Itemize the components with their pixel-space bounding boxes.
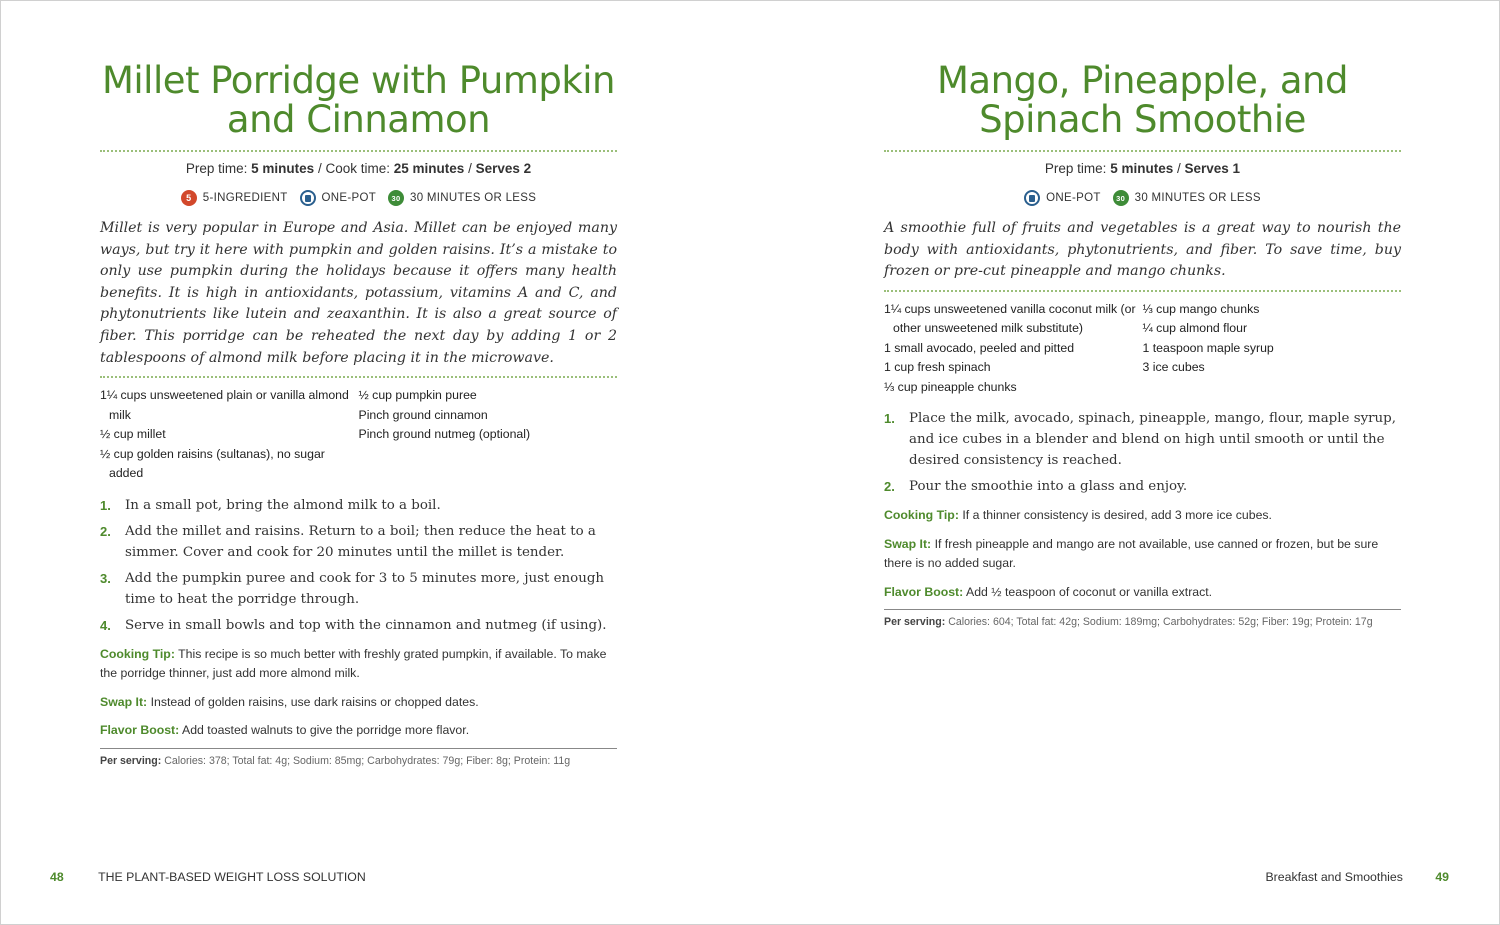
step-number: 3.: [100, 570, 111, 586]
cooking-tip-label: Cooking Tip:: [884, 508, 959, 523]
flavor-boost-label: Flavor Boost:: [100, 723, 180, 738]
ingredient-item: Pinch ground cinnamon: [358, 407, 488, 422]
flavor-boost-text: Add ½ teaspoon of coconut or vanilla extract.: [966, 584, 1213, 599]
badge-label: 30 MINUTES OR LESS: [410, 192, 537, 204]
cook-label: Cook time:: [325, 161, 390, 176]
step-number: 1.: [100, 497, 111, 513]
recipe-intro: A smoothie full of fruits and vegetables is a great way to nourish the body with antioxidants, phytonutrients, and fiber. To save time, buy frozen or pre-cut pineapple and mango chunks.: [884, 220, 1401, 280]
page-number: 48: [50, 870, 64, 884]
badge-one-pot: [300, 190, 377, 206]
ingredient-item: ½ cup millet: [100, 427, 166, 442]
flavor-boost: [100, 721, 617, 741]
cooking-tip: [100, 645, 617, 684]
title-line: Millet Porridge with Pumpkin: [101, 59, 616, 102]
ingredient-item: 1 cup fresh spinach: [884, 360, 991, 375]
step-number: 2.: [884, 479, 895, 495]
step-text: In a small pot, bring the almond milk to a boil.: [125, 497, 441, 513]
nutrition-divider: [884, 609, 1401, 610]
step-item: [100, 568, 617, 610]
recipe-title: [100, 61, 617, 139]
ingredient-item: ¼ cup almond flour: [1142, 321, 1248, 336]
badge-label: ONE-POT: [321, 192, 377, 204]
prep-value: 5 minutes: [251, 161, 315, 176]
nutrition-label: Per serving:: [100, 754, 162, 767]
recipe-steps: [100, 495, 617, 636]
right-page: [884, 1, 1401, 628]
ingredient-item: ⅓ cup mango chunks: [1142, 301, 1260, 316]
separator: /: [1177, 161, 1185, 176]
ingredient-item: 1¼ cups unsweetened vanilla coconut milk (or other unsweetened milk substitute): [884, 301, 1136, 336]
badge-thirty-minutes: [388, 190, 536, 206]
separator: /: [468, 161, 476, 176]
serves-value: Serves 1: [1184, 161, 1241, 176]
thirty-minutes-icon: 30: [388, 190, 404, 206]
swap-text: If fresh pineapple and mango are not available, use canned or frozen, but be sure there is no added sugar.: [884, 536, 1379, 571]
cooking-tip-text: This recipe is so much better with freshly grated pumpkin, if available. To make the porridge thinner, just add more almond milk.: [100, 646, 607, 681]
step-item: [100, 495, 617, 516]
badge-label: ONE-POT: [1046, 192, 1101, 204]
step-number: 1.: [884, 411, 895, 427]
ingredient-item: 1¼ cups unsweetened plain or vanilla almond milk: [100, 388, 349, 422]
dotted-divider: [884, 290, 1401, 292]
ingredients-column: [359, 386, 618, 484]
title-line: Spinach Smoothie: [979, 98, 1306, 141]
swap-text: Instead of golden raisins, use dark raisins or chopped dates.: [150, 694, 479, 709]
step-text: Place the milk, avocado, spinach, pineapple, mango, flour, maple syrup, and ice cubes in a blender and blend on high until smooth or until the desired consistency is reached.: [909, 411, 1397, 469]
ingredient-item: 1 small avocado, peeled and pitted: [884, 340, 1075, 355]
flavor-boost: [884, 583, 1401, 603]
step-text: Pour the smoothie into a glass and enjoy.: [909, 479, 1188, 495]
recipe-badges: [884, 190, 1401, 206]
recipe-intro: Millet is very popular in Europe and Asia. Millet can be enjoyed many ways, but try it here with pumpkin and golden raisins. It’s a mistake to only use pumpkin during the holidays because it offers many health benefits. It is high in antioxidants, potassium, vitamins A and C, and phytonutrients like lutein and zeaxanthin. It is also a great source of fiber. This porridge can be reheated the next day by adding 1 or 2 tablespoons of almond milk before placing it in the microwave.: [100, 220, 617, 366]
step-text: Serve in small bowls and top with the cinnamon and nutmeg (if using).: [125, 617, 607, 633]
five-ingredient-icon: 5: [181, 190, 197, 206]
one-pot-icon: [300, 190, 316, 206]
left-footer: [50, 870, 366, 884]
one-pot-icon: [1024, 190, 1040, 206]
step-number: 4.: [100, 617, 111, 633]
badge-label: 30 MINUTES OR LESS: [1134, 192, 1261, 204]
ingredient-item: 3 ice cubes: [1142, 360, 1205, 375]
nutrition-info: [884, 616, 1401, 628]
right-footer: [1265, 870, 1449, 884]
running-head: THE PLANT-BASED WEIGHT LOSS SOLUTION: [98, 870, 366, 884]
recipe-meta: [100, 161, 617, 176]
nutrition-values: Calories: 604; Total fat: 42g; Sodium: 189mg; Carbohydrates: 52g; Fiber: 19g; Protein: 17g: [948, 616, 1373, 629]
ingredient-item: Pinch ground nutmeg (optional): [358, 427, 531, 442]
swap-label: Swap It:: [884, 536, 932, 551]
ingredient-item: ½ cup pumpkin puree: [358, 388, 477, 403]
page-number: 49: [1435, 870, 1449, 884]
dotted-divider: [100, 150, 617, 152]
flavor-boost-text: Add toasted walnuts to give the porridge more flavor.: [182, 723, 470, 738]
step-item: [100, 615, 617, 636]
ingredients-list: [100, 386, 617, 484]
step-text: Add the millet and raisins. Return to a boil; then reduce the heat to a simmer. Cover and cook for 20 minutes until the millet is tender.: [125, 523, 596, 560]
ingredient-item: ½ cup golden raisins (sultanas), no sugar added: [100, 446, 325, 481]
recipe-meta: [884, 161, 1401, 176]
prep-value: 5 minutes: [1110, 161, 1174, 176]
badge-thirty-minutes: [1113, 190, 1261, 206]
step-item: [884, 408, 1401, 471]
cooking-tip-text: If a thinner consistency is desired, add 3 more ice cubes.: [962, 508, 1272, 523]
step-number: 2.: [100, 523, 111, 539]
ingredients-column: [100, 386, 359, 484]
swap-label: Swap It:: [100, 694, 148, 709]
swap-tip: [100, 693, 617, 713]
badge-label: 5-INGREDIENT: [202, 192, 288, 204]
title-line: and Cinnamon: [226, 98, 491, 141]
cook-value: 25 minutes: [393, 161, 465, 176]
nutrition-info: [100, 755, 617, 767]
swap-tip: [884, 535, 1401, 574]
ingredients-column: [1143, 300, 1402, 398]
dotted-divider: [100, 376, 617, 378]
running-head: Breakfast and Smoothies: [1265, 870, 1403, 884]
left-page: [100, 1, 617, 767]
step-text: Add the pumpkin puree and cook for 3 to 5 minutes more, just enough time to heat the porridge through.: [125, 570, 605, 607]
ingredients-list: [884, 300, 1401, 398]
nutrition-values: Calories: 378; Total fat: 4g; Sodium: 85mg; Carbohydrates: 79g; Fiber: 8g; Protein: 11g: [164, 754, 571, 767]
step-item: [100, 521, 617, 563]
badge-five-ingredient: [181, 190, 288, 206]
title-line: Mango, Pineapple, and: [936, 59, 1348, 102]
cooking-tip-label: Cooking Tip:: [100, 646, 175, 661]
step-item: [884, 476, 1401, 497]
cooking-tip: [884, 506, 1401, 526]
thirty-minutes-icon: 30: [1113, 190, 1129, 206]
flavor-boost-label: Flavor Boost:: [884, 584, 964, 599]
ingredients-column: [884, 300, 1143, 398]
prep-label: Prep time:: [185, 161, 248, 176]
ingredient-item: ⅓ cup pineapple chunks: [884, 379, 1017, 394]
recipe-title: [884, 61, 1401, 139]
prep-label: Prep time:: [1044, 161, 1107, 176]
recipe-badges: [100, 190, 617, 206]
recipe-steps: [884, 408, 1401, 497]
dotted-divider: [884, 150, 1401, 152]
nutrition-divider: [100, 748, 617, 749]
badge-one-pot: [1024, 190, 1101, 206]
nutrition-label: Per serving:: [884, 616, 946, 629]
ingredient-item: 1 teaspoon maple syrup: [1142, 340, 1274, 355]
separator: /: [317, 161, 326, 176]
serves-value: Serves 2: [475, 161, 532, 176]
